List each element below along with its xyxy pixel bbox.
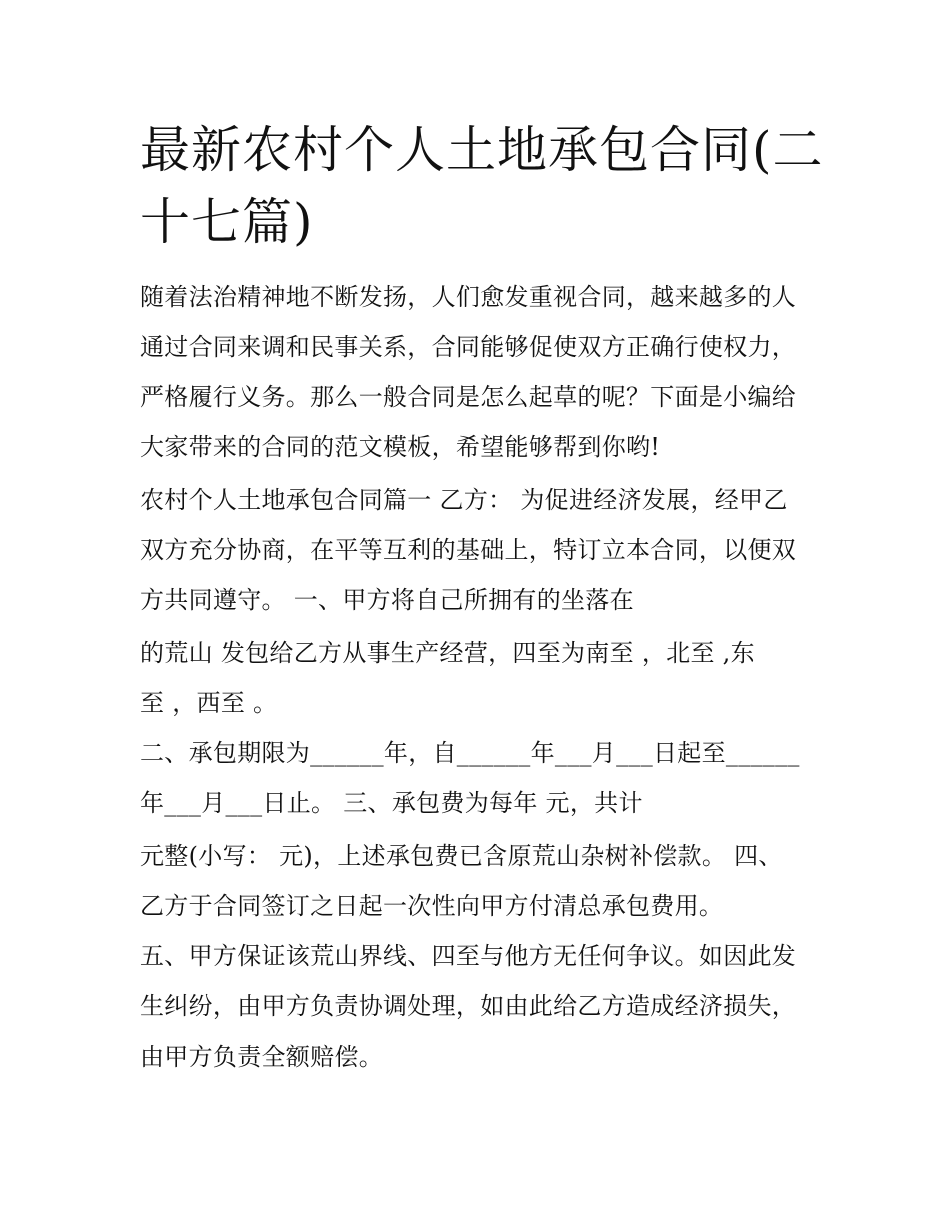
body-line: 生纠纷，由甲方负责协调处理，如由此给乙方造成经济损失， <box>140 992 797 1020</box>
body-line: 五、甲方保证该荒山界线、四至与他方无任何争议。如因此发 <box>140 942 797 970</box>
body-line: 年___月___日止。 三、承包费为每年 元，共计 <box>140 789 643 817</box>
body-line: 农村个人土地承包合同篇一 乙方： 为促进经济发展，经甲乙 <box>140 486 788 514</box>
body-line: 二、承包期限为______年，自______年___月___日起至______ <box>140 739 800 767</box>
body-line: 由甲方负责全额赔偿。 <box>140 1043 383 1071</box>
body-line: 乙方于合同签订之日起一次性向甲方付清总承包费用。 <box>140 892 724 920</box>
body-line: 严格履行义务。那么一般合同是怎么起草的呢？下面是小编给 <box>140 383 797 411</box>
body-line: 至 ，西至 。 <box>140 689 278 717</box>
body-line: 双方充分协商，在平等互利的基础上，特订立本合同，以便双 <box>140 536 797 564</box>
body-line: 通过合同来调和民事关系，合同能够促使双方正确行使权力， <box>140 333 797 361</box>
body-line: 随着法治精神地不断发扬，人们愈发重视合同，越来越多的人 <box>140 283 797 311</box>
document-title: 最新农村个人土地承包合同(二十七篇) <box>140 121 824 251</box>
body-line: 元整(小写： 元)，上述承包费已含原荒山杂树补偿款。 四、 <box>140 842 783 870</box>
body-line: 的荒山 发包给乙方从事生产经营，四至为南至 ，北至 ,东 <box>140 639 755 667</box>
body-line: 大家带来的合同的范文模板，希望能够帮到你哟! <box>140 433 661 461</box>
body-line: 方共同遵守。 一、甲方将自己所拥有的坐落在 <box>140 586 634 614</box>
